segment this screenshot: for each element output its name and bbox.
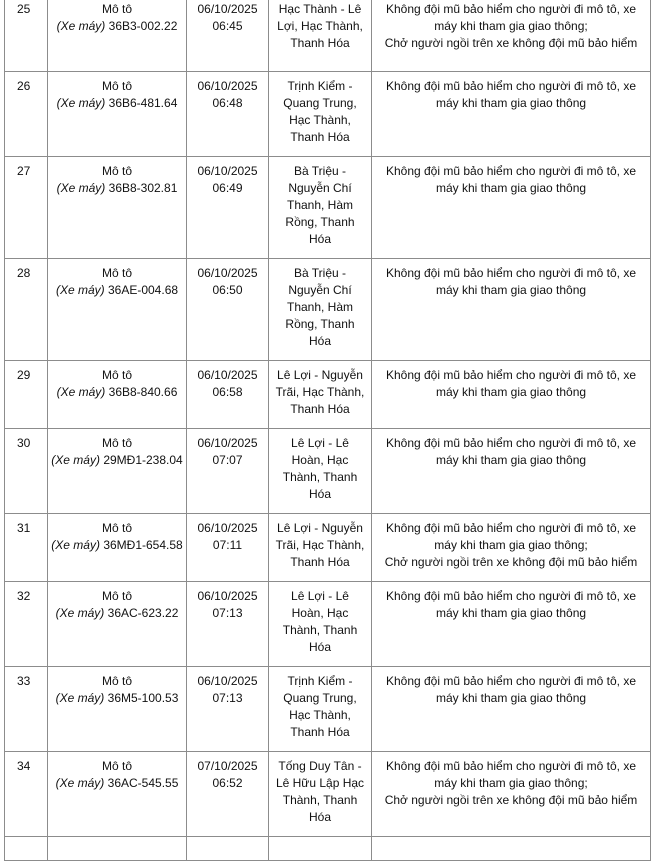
- violation-line: Không đội mũ bảo hiểm cho người đi mô tô, xe: [385, 759, 637, 773]
- datetime-cell: [187, 667, 269, 752]
- datetime-cell: [187, 72, 269, 157]
- violation-line: máy khi tham gia giao thông: [435, 385, 587, 399]
- location-line: Thanh Hóa: [290, 555, 350, 569]
- violation-line: máy khi tham gia giao thông;: [434, 19, 588, 33]
- vehicle-type: (Xe máy): [55, 606, 105, 620]
- vehicle-kind: Mô tô: [101, 266, 132, 280]
- vehicle-kind: Mô tô: [101, 436, 132, 450]
- vehicle-type: (Xe máy): [55, 691, 105, 705]
- location-line: Lê Lợi - Nguyễn: [277, 368, 363, 382]
- empty-cell: [372, 837, 651, 861]
- location-line: Hoàn, Hạc: [291, 606, 349, 620]
- row-number: 29: [5, 361, 48, 429]
- vehicle-type: (Xe máy): [56, 181, 106, 195]
- violation-date: 06/10/2025: [197, 266, 258, 280]
- violation-line: máy khi tham gia giao thông;: [434, 776, 588, 790]
- row-number: 33: [5, 667, 48, 752]
- violation-date: 06/10/2025: [197, 589, 258, 603]
- violation-line: Không đội mũ bảo hiểm cho người đi mô tô, xe: [385, 368, 637, 382]
- datetime-cell: [187, 0, 269, 72]
- license-plate: 36B8-302.81: [108, 181, 178, 195]
- violation-date: 06/10/2025: [197, 521, 258, 535]
- row-number: 32: [5, 582, 48, 667]
- violation-time: 06:48: [212, 96, 243, 110]
- datetime-cell: [187, 429, 269, 514]
- vehicle-type: (Xe máy): [51, 538, 100, 552]
- datetime-cell: [187, 752, 269, 837]
- violation-date: 06/10/2025: [197, 164, 258, 178]
- table-row: [5, 259, 651, 361]
- location-line: Trãi, Hạc Thành,: [275, 538, 365, 552]
- license-plate: 36B6-481.64: [108, 96, 178, 110]
- license-plate: 29MĐ1-238.04: [103, 453, 183, 467]
- violation-time: 06:49: [212, 181, 243, 195]
- vehicle-cell: [48, 514, 187, 582]
- vehicle-type: (Xe máy): [56, 385, 106, 399]
- location-line: Thanh Hóa: [290, 36, 350, 50]
- violation-line: Không đội mũ bảo hiểm cho người đi mô tô, xe: [385, 164, 637, 178]
- violation-line: Chở người ngồi trên xe không đội mũ bảo hiểm: [384, 555, 638, 569]
- violation-time: 07:07: [212, 453, 243, 467]
- violation-line: máy khi tham gia giao thông: [435, 96, 587, 110]
- datetime-cell: [187, 157, 269, 259]
- datetime-cell: [187, 514, 269, 582]
- empty-cell: [269, 837, 372, 861]
- row-number: 31: [5, 514, 48, 582]
- license-plate: 36AE-004.68: [107, 283, 179, 297]
- table-row: [5, 0, 651, 72]
- location-line: Bà Triệu -: [293, 266, 347, 280]
- vehicle-kind: Mô tô: [101, 2, 132, 16]
- vehicle-type: (Xe máy): [55, 776, 105, 790]
- violation-line: máy khi tham gia giao thông: [435, 606, 587, 620]
- vehicle-kind: Mô tô: [101, 79, 132, 93]
- violation-time: 06:45: [212, 19, 243, 33]
- location-line: Nguyễn Chí: [288, 181, 352, 195]
- location-line: Hoàn, Hạc: [291, 453, 349, 467]
- row-number: 34: [5, 752, 48, 837]
- location-line: Lê Hữu Lập Hạc: [275, 776, 365, 790]
- location-line: Rồng, Thanh: [285, 215, 355, 229]
- vehicle-kind: Mô tô: [101, 589, 132, 603]
- location-cell: [269, 157, 372, 259]
- location-line: Hạc Thành,: [289, 708, 351, 722]
- empty-cell: [187, 837, 269, 861]
- location-line: Thanh, Hàm: [286, 198, 354, 212]
- datetime-cell: [187, 582, 269, 667]
- table-row: [5, 582, 651, 667]
- location-line: Tống Duy Tân -: [278, 759, 362, 773]
- vehicle-cell: [48, 157, 187, 259]
- license-plate: 36MĐ1-654.58: [103, 538, 183, 552]
- violation-line: Không đội mũ bảo hiểm cho người đi mô tô, xe: [385, 521, 637, 535]
- vehicle-plate-line: [51, 775, 183, 792]
- location-line: Thanh Hóa: [290, 130, 350, 144]
- vehicle-cell: [48, 582, 187, 667]
- location-line: Hóa: [308, 810, 331, 824]
- license-plate: 36M5-100.53: [107, 691, 179, 705]
- violation-cell: [372, 429, 651, 514]
- location-line: Hóa: [308, 232, 331, 246]
- violation-time: 07:13: [212, 606, 243, 620]
- table-row: [5, 752, 651, 837]
- vehicle-kind: Mô tô: [101, 164, 132, 178]
- table-partial-row: [5, 837, 651, 861]
- location-line: Nguyễn Chí: [288, 283, 352, 297]
- location-cell: [269, 361, 372, 429]
- vehicle-plate-line: [51, 384, 183, 401]
- datetime-cell: [187, 361, 269, 429]
- vehicle-plate-line: [51, 605, 183, 622]
- vehicle-type: (Xe máy): [56, 96, 106, 110]
- row-number: 30: [5, 429, 48, 514]
- location-line: Quang Trung,: [283, 691, 357, 705]
- vehicle-cell: [48, 361, 187, 429]
- vehicle-plate-line: [51, 18, 183, 35]
- violation-date: 06/10/2025: [197, 436, 258, 450]
- violation-line: Không đội mũ bảo hiểm cho người đi mô tô, xe: [385, 589, 637, 603]
- violation-cell: [372, 514, 651, 582]
- location-line: Trịnh Kiểm -: [287, 674, 353, 688]
- location-line: Thành, Thanh: [282, 623, 358, 637]
- vehicle-kind: Mô tô: [101, 759, 132, 773]
- violation-date: 06/10/2025: [197, 2, 258, 16]
- location-line: Rồng, Thanh: [285, 317, 355, 331]
- location-line: Quang Trung,: [283, 96, 357, 110]
- vehicle-plate-line: [51, 282, 183, 299]
- violation-line: Chở người ngồi trên xe không đội mũ bảo hiểm: [384, 793, 638, 807]
- violation-line: Không đội mũ bảo hiểm cho người đi mô tô, xe: [385, 2, 637, 16]
- location-line: Lợi, Hạc Thành,: [277, 19, 363, 33]
- violation-cell: [372, 0, 651, 72]
- vehicle-cell: [48, 429, 187, 514]
- violation-cell: [372, 752, 651, 837]
- violation-time: 06:58: [212, 385, 243, 399]
- vehicle-type: (Xe máy): [51, 453, 100, 467]
- location-cell: [269, 752, 372, 837]
- violation-cell: [372, 157, 651, 259]
- empty-cell: [48, 837, 187, 861]
- violation-date: 07/10/2025: [197, 759, 258, 773]
- violation-line: Chở người ngồi trên xe không đội mũ bảo hiểm: [384, 36, 638, 50]
- location-cell: [269, 667, 372, 752]
- location-line: Trịnh Kiểm -: [287, 79, 353, 93]
- violation-line: Không đội mũ bảo hiểm cho người đi mô tô, xe: [385, 266, 637, 280]
- vehicle-kind: Mô tô: [101, 521, 132, 535]
- location-line: Lê Lợi - Lê: [291, 436, 349, 450]
- location-line: Thành, Thanh: [282, 793, 358, 807]
- row-number: 28: [5, 259, 48, 361]
- violation-date: 06/10/2025: [197, 79, 258, 93]
- table-row: [5, 837, 651, 861]
- license-plate: 36AC-545.55: [107, 776, 179, 790]
- location-line: Hóa: [308, 640, 331, 654]
- location-line: Hạc Thành - Lê: [278, 2, 362, 16]
- vehicle-cell: [48, 72, 187, 157]
- location-line: Thanh, Hàm: [286, 300, 354, 314]
- location-line: Thanh Hóa: [290, 725, 350, 739]
- location-line: Lê Lợi - Nguyễn: [277, 521, 363, 535]
- violation-line: máy khi tham gia giao thông: [435, 691, 587, 705]
- vehicle-plate-line: [51, 95, 183, 112]
- location-line: Hạc Thành,: [289, 113, 351, 127]
- row-number: 26: [5, 72, 48, 157]
- vehicle-plate-line: [51, 690, 183, 707]
- vehicle-plate-line: [51, 537, 183, 554]
- violation-time: 07:11: [212, 538, 243, 552]
- vehicle-type: (Xe máy): [55, 283, 105, 297]
- location-line: Lê Lợi - Lê: [291, 589, 349, 603]
- violation-line: Không đội mũ bảo hiểm cho người đi mô tô, xe: [385, 436, 637, 450]
- location-cell: [269, 582, 372, 667]
- vehicle-cell: [48, 0, 187, 72]
- location-cell: [269, 72, 372, 157]
- violation-date: 06/10/2025: [197, 368, 258, 382]
- violation-cell: [372, 667, 651, 752]
- violation-line: máy khi tham gia giao thông;: [434, 538, 588, 552]
- violation-time: 06:50: [212, 283, 243, 297]
- location-line: Hóa: [308, 487, 331, 501]
- table-row: [5, 157, 651, 259]
- violation-line: máy khi tham gia giao thông: [435, 181, 587, 195]
- location-line: Trãi, Hạc Thành,: [275, 385, 365, 399]
- vehicle-cell: [48, 259, 187, 361]
- license-plate: 36B3-002.22: [108, 19, 178, 33]
- violation-line: máy khi tham gia giao thông: [435, 453, 587, 467]
- vehicle-cell: [48, 667, 187, 752]
- license-plate: 36B8-840.66: [108, 385, 178, 399]
- location-cell: [269, 514, 372, 582]
- table-row: [5, 72, 651, 157]
- violation-time: 07:13: [212, 691, 243, 705]
- vehicle-cell: [48, 752, 187, 837]
- vehicle-plate-line: [51, 180, 183, 197]
- location-line: Thanh Hóa: [290, 402, 350, 416]
- violation-cell: [372, 259, 651, 361]
- vehicle-kind: Mô tô: [101, 674, 132, 688]
- table-row: [5, 361, 651, 429]
- violation-line: Không đội mũ bảo hiểm cho người đi mô tô, xe: [385, 79, 637, 93]
- location-cell: [269, 259, 372, 361]
- violation-time: 06:52: [212, 776, 243, 790]
- violations-table-body: [5, 0, 651, 837]
- location-line: Thành, Thanh: [282, 470, 358, 484]
- location-line: Hóa: [308, 334, 331, 348]
- location-line: Bà Triệu -: [293, 164, 347, 178]
- row-number: 27: [5, 157, 48, 259]
- vehicle-type: (Xe máy): [56, 19, 106, 33]
- table-row: [5, 514, 651, 582]
- location-cell: [269, 0, 372, 72]
- vehicle-kind: Mô tô: [101, 368, 132, 382]
- violation-line: máy khi tham gia giao thông: [435, 283, 587, 297]
- violations-table: [4, 0, 651, 861]
- violation-line: Không đội mũ bảo hiểm cho người đi mô tô, xe: [385, 674, 637, 688]
- violation-date: 06/10/2025: [197, 674, 258, 688]
- violation-cell: [372, 72, 651, 157]
- license-plate: 36AC-623.22: [107, 606, 179, 620]
- table-row: [5, 429, 651, 514]
- datetime-cell: [187, 259, 269, 361]
- empty-cell: [5, 837, 48, 861]
- table-row: [5, 667, 651, 752]
- violation-cell: [372, 361, 651, 429]
- vehicle-plate-line: [51, 452, 183, 469]
- row-number: 25: [5, 0, 48, 72]
- violation-cell: [372, 582, 651, 667]
- location-cell: [269, 429, 372, 514]
